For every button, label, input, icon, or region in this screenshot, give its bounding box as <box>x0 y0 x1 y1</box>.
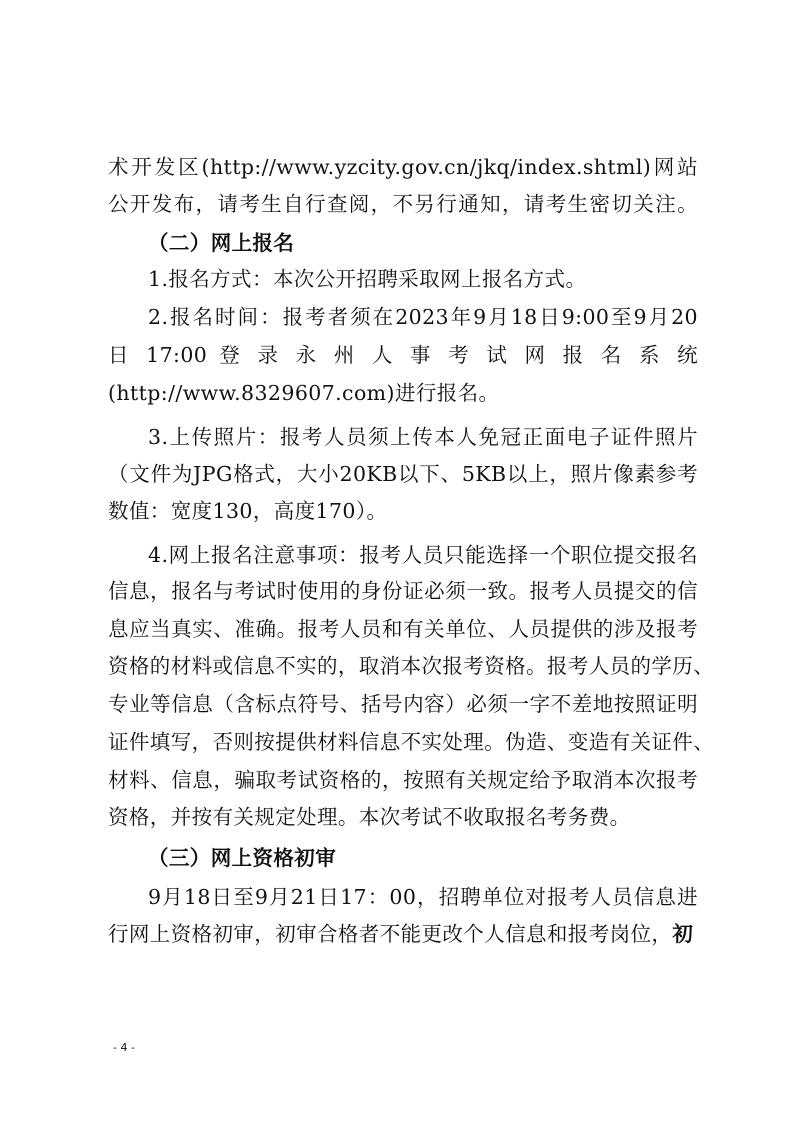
text-line: （文件为JPG格式，大小20KB以下、5KB以上，照片像素参考 <box>108 462 698 486</box>
page-number: - 4 - <box>113 1041 135 1054</box>
text-line: 1.报名方式：本次公开招聘采取网上报名方式。 <box>148 267 587 291</box>
text-line: 信息，报名与考试时使用的身份证必须一致。报考人员提交的信 <box>108 579 698 603</box>
text-line: 2.报名时间：报考者须在2023年9月18日9:00至9月20 <box>148 305 698 329</box>
section-heading: （三）网上资格初审 <box>148 846 337 870</box>
text-line <box>108 919 698 949</box>
text-line: 术开发区(http://www.yzcity.gov.cn/jkq/index.shtml)网站 <box>108 155 698 179</box>
text-line: 证件填写，否则按提供材料信息不实处理。伪造、变造有关证件、 <box>108 730 715 754</box>
text-line: 9月18日至9月21日17：00，招聘单位对报考人员信息进 <box>148 885 698 909</box>
text-line: 息应当真实、准确。报考人员和有关单位、人员提供的涉及报考 <box>108 617 698 641</box>
text-line: 资格，并按有关规定处理。本次考试不收取报名考务费。 <box>108 805 631 829</box>
bold-text-run: 初 <box>672 922 694 946</box>
text-line: (http://www.8329607.com)进行报名。 <box>108 381 500 405</box>
text-run: 行网上资格初审，初审合格者不能更改个人信息和报考岗位， <box>108 922 673 946</box>
text-line: 公开发布，请考生自行查阅，不另行通知，请考生密切关注。 <box>108 192 698 216</box>
section-heading: （二）网上报名 <box>148 231 295 255</box>
text-line: 4.网上报名注意事项：报考人员只能选择一个职位提交报名 <box>148 543 698 567</box>
text-line: 专业等信息（含标点符号、括号内容）必须一字不差地按照证明 <box>108 692 698 716</box>
text-line: 材料、信息，骗取考试资格的，按照有关规定给予取消本次报考 <box>108 768 698 792</box>
text-line: 资格的材料或信息不实的，取消本次报考资格。报考人员的学历、 <box>108 654 715 678</box>
text-line: 日 17:00 登 录 永 州 人 事 考 试 网 报 名 系 统 <box>108 343 698 367</box>
text-line: 数值：宽度130，高度170）。 <box>108 499 388 523</box>
text-line: 3.上传照片：报考人员须上传本人免冠正面电子证件照片 <box>148 425 698 449</box>
